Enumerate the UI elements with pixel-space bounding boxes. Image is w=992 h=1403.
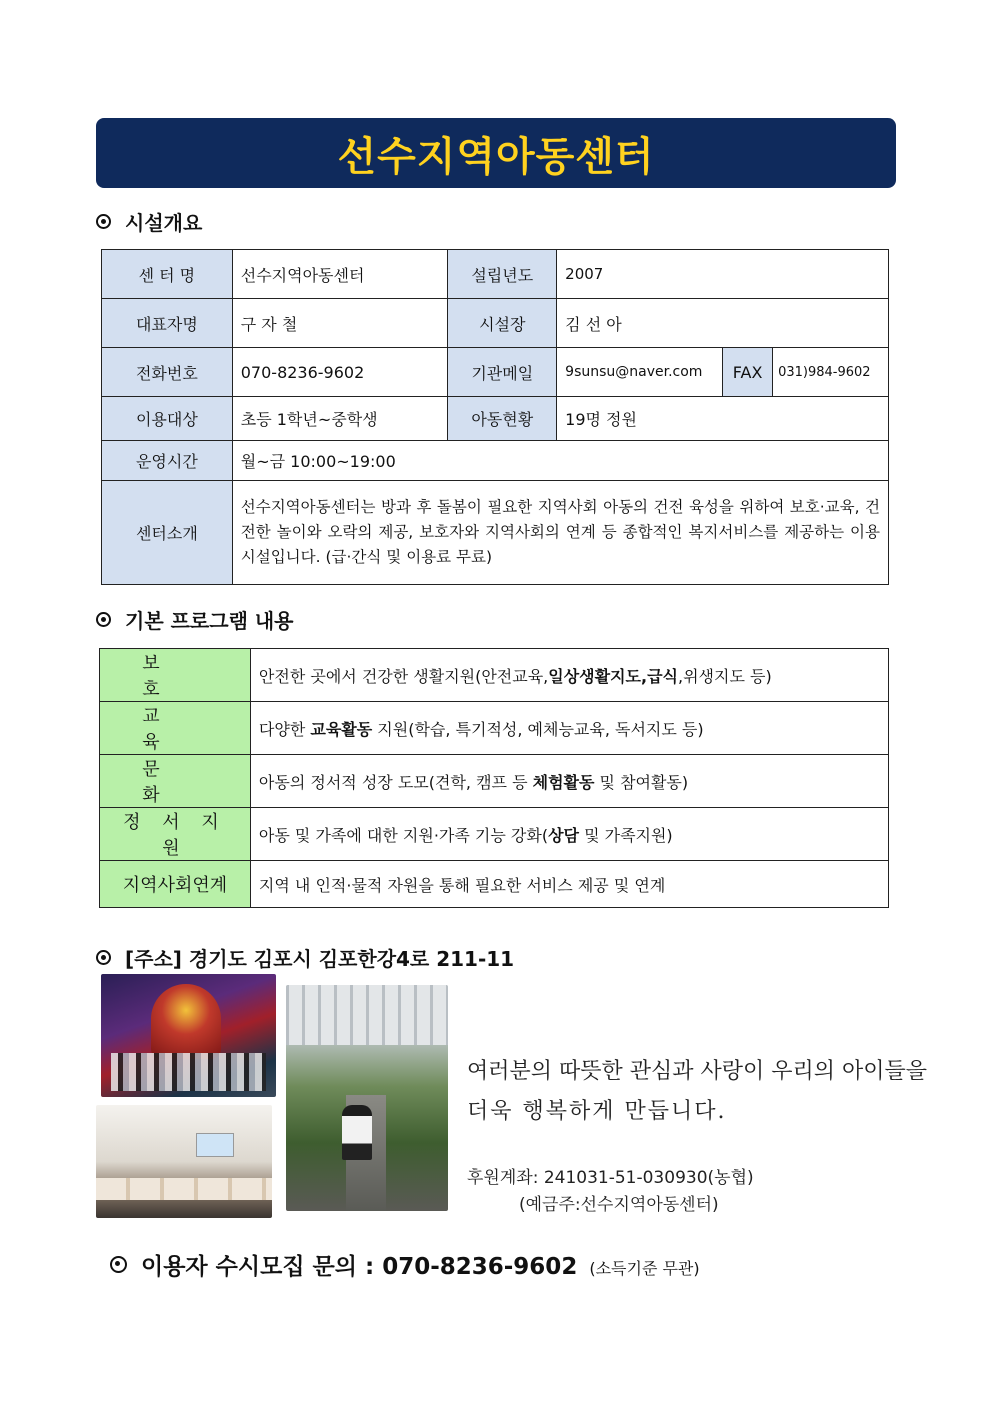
fax-value: 031)984-9602 [773,348,889,397]
program-label: 문 화 [100,755,251,808]
program-table [99,648,889,908]
email-value: 9sunsu@naver.com [557,348,723,397]
photo-classroom [96,1105,272,1218]
program-desc: 지역 내 인적·물적 자원을 통해 필요한 서비스 제공 및 연계 [250,861,888,908]
section-program-heading: 기본 프로그램 내용 [96,605,294,634]
program-label: 정 서 지 원 [100,808,251,861]
bullet-icon [96,950,111,965]
children-label: 아동현황 [448,397,557,441]
center-name-value: 선수지역아동센터 [232,250,448,299]
overview-table [101,249,889,585]
center-name-label: 센 터 명 [102,250,233,299]
rep-label: 대표자명 [102,299,233,348]
program-desc: 다양한 교육활동 지원(학습, 특기적성, 예체능교육, 독서지도 등) [250,702,888,755]
rep-value: 구 자 철 [232,299,448,348]
target-value: 초등 1학년~중학생 [232,397,448,441]
bullet-icon [110,1256,127,1273]
section-address-heading: [주소] 경기도 김포시 김포한강4로 211-11 [96,943,514,972]
children-value: 19명 정원 [557,397,889,441]
phone-label: 전화번호 [102,348,233,397]
program-desc: 아동 및 가족에 대한 지원·가족 기능 강화(상담 및 가족지원) [250,808,888,861]
program-label: 교 육 [100,702,251,755]
intro-label: 센터소개 [102,481,233,585]
recruit-inquiry: 이용자 수시모집 문의 : 070-8236-9602 (소득기준 무관) [110,1248,700,1281]
hours-label: 운영시간 [102,441,233,481]
photo-strawberry-farm [286,985,448,1211]
founded-value: 2007 [557,250,889,299]
bullet-icon [96,214,111,229]
bullet-icon [96,612,111,627]
support-message: 여러분의 따뜻한 관심과 사랑이 우리의 아이들을 더욱 행복하게 만듭니다. [467,1059,928,1124]
hours-value: 월~금 10:00~19:00 [232,441,888,481]
program-desc: 아동의 정서적 성장 도모(견학, 캠프 등 체험활동 및 참여활동) [250,755,888,808]
donation-account: 후원계좌: 241031-51-030930(농협) (예금주:선수지역아동센터) [467,1168,754,1215]
title-banner [96,118,896,188]
photo-group-outing [101,974,276,1097]
section-overview-heading: 시설개요 [96,207,202,236]
program-desc: 안전한 곳에서 건강한 생활지원(안전교육,일상생활지도,급식,위생지도 등) [250,649,888,702]
email-label: 기관메일 [448,348,557,397]
founded-label: 설립년도 [448,250,557,299]
intro-value: 선수지역아동센터는 방과 후 돌봄이 필요한 지역사회 아동의 건전 육성을 위하여 보호·교육, 건전한 놀이와 오락의 제공, 보호자와 지역사회의 연계 등 종합적인 복지서비스를 제공하는 이용시설입니다. (급·간식 및 이용료 무료) [232,481,888,585]
director-value: 김 선 아 [557,299,889,348]
target-label: 이용대상 [102,397,233,441]
page-title: 선수지역아동센터 [337,133,655,180]
program-label: 보 호 [100,649,251,702]
fax-label: FAX [723,348,773,397]
program-label: 지역사회연계 [100,861,251,908]
phone-value: 070-8236-9602 [232,348,448,397]
director-label: 시설장 [448,299,557,348]
